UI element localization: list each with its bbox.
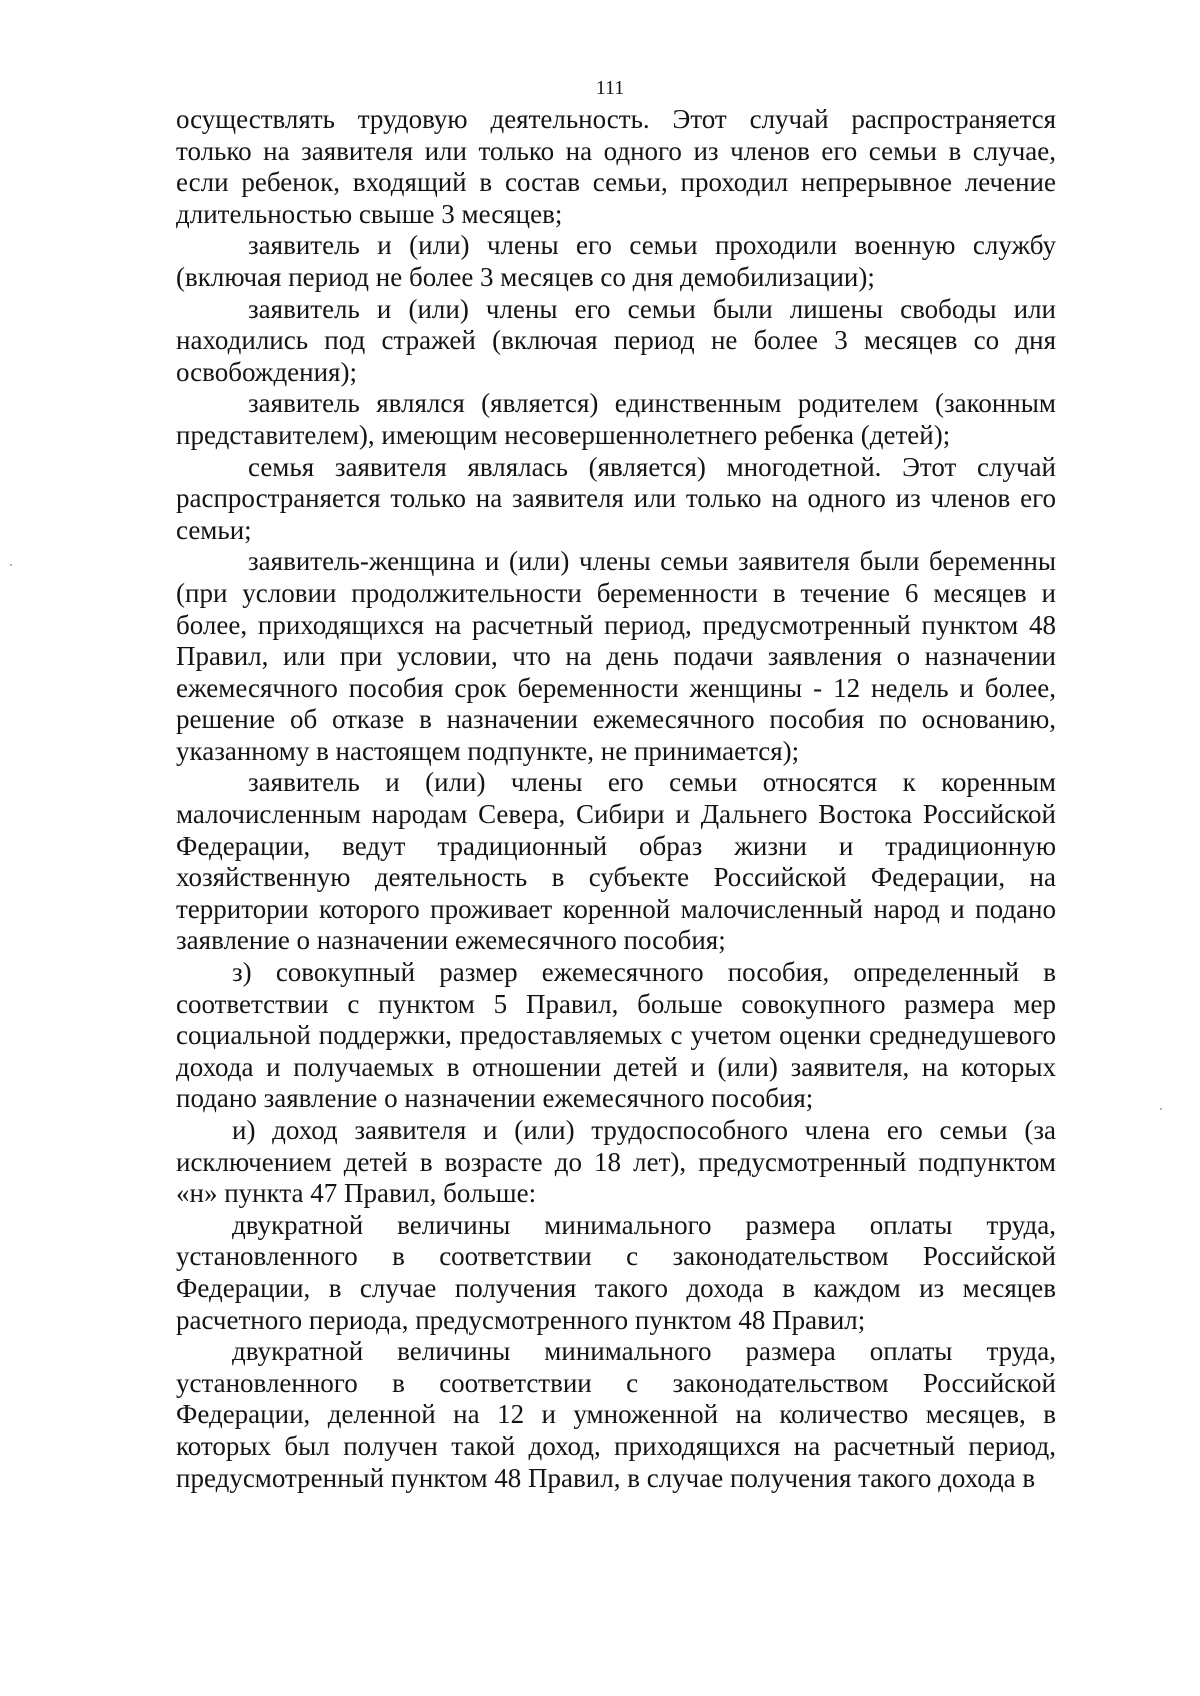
scan-artifact	[1160, 1108, 1162, 1110]
paragraph-double-minimum-wage-divided: двукратной величины минимального размера оплаты труда, установленного в соответствии с законодательством Российской Федерации, деленной на 12 и умноженной на количество месяцев, в которых был получен такой доход, приходящихся на расчетный период, предусмотренный пунктом 48 Правил, в случае получения такого дохода в	[176, 1336, 1056, 1493]
scan-artifact	[10, 564, 12, 566]
paragraph-subitem-i: и) доход заявителя и (или) трудоспособного члена его семьи (за исключением детей в возрасте до 18 лет), предусмотренный подпунктом «н» пункта 47 Правил, больше:	[176, 1115, 1056, 1209]
paragraph-military-service: заявитель и (или) члены его семьи проходили военную службу (включая период не более 3 месяцев со дня демобилизации);	[176, 230, 1056, 292]
document-body	[176, 104, 1056, 1494]
paragraph-indigenous-peoples: заявитель и (или) члены его семьи относятся к коренным малочисленным народам Севера, Сибири и Дальнего Востока Российской Федерации, ведут традиционный образ жизни и традиционную хозяйственную деятельность в субъекте Российской Федерации, на территории которого проживает коренной малочисленный народ и подано заявление о назначении ежемесячного пособия;	[176, 767, 1056, 956]
paragraph-single-parent: заявитель являлся (является) единственным родителем (законным представителем), имеющим несовершеннолетнего ребенка (детей);	[176, 388, 1056, 450]
paragraph-subitem-z: з) совокупный размер ежемесячного пособия, определенный в соответствии с пунктом 5 Правил, больше совокупного размера мер социальной поддержки, предоставляемых с учетом оценки среднедушевого дохода и получаемых в отношении детей и (или) заявителя, на которых подано заявление о назначении ежемесячного пособия;	[176, 957, 1056, 1114]
paragraph-pregnancy: заявитель-женщина и (или) члены семьи заявителя были беременны (при условии продолжительности беременности в течение 6 месяцев и более, приходящихся на расчетный период, предусмотренный пунктом 48 Правил, или при условии, что на день подачи заявления о назначении ежемесячного пособия срок беременности женщины - 12 недель и более, решение об отказе в назначении ежемесячного пособия по основанию, указанному в настоящем подпункте, не принимается);	[176, 546, 1056, 766]
paragraph-double-minimum-wage-each-month: двукратной величины минимального размера оплаты труда, установленного в соответствии с законодательством Российской Федерации, в случае получения такого дохода в каждом из месяцев расчетного периода, предусмотренного пунктом 48 Правил;	[176, 1209, 1056, 1335]
paragraph-large-family: семья заявителя являлась (является) многодетной. Этот случай распространяется только на заявителя или только на одного из членов его семьи;	[176, 451, 1056, 545]
page-number: 111	[595, 77, 625, 99]
paragraph-imprisonment: заявитель и (или) члены его семьи были лишены свободы или находились под стражей (включая период не более 3 месяцев со дня освобождения);	[176, 293, 1056, 387]
paragraph-continuation: осуществлять трудовую деятельность. Этот случай распространяется только на заявителя или только на одного из членов его семьи в случае, если ребенок, входящий в состав семьи, проходил непрерывное лечение длительностью свыше 3 месяцев;	[176, 104, 1056, 229]
